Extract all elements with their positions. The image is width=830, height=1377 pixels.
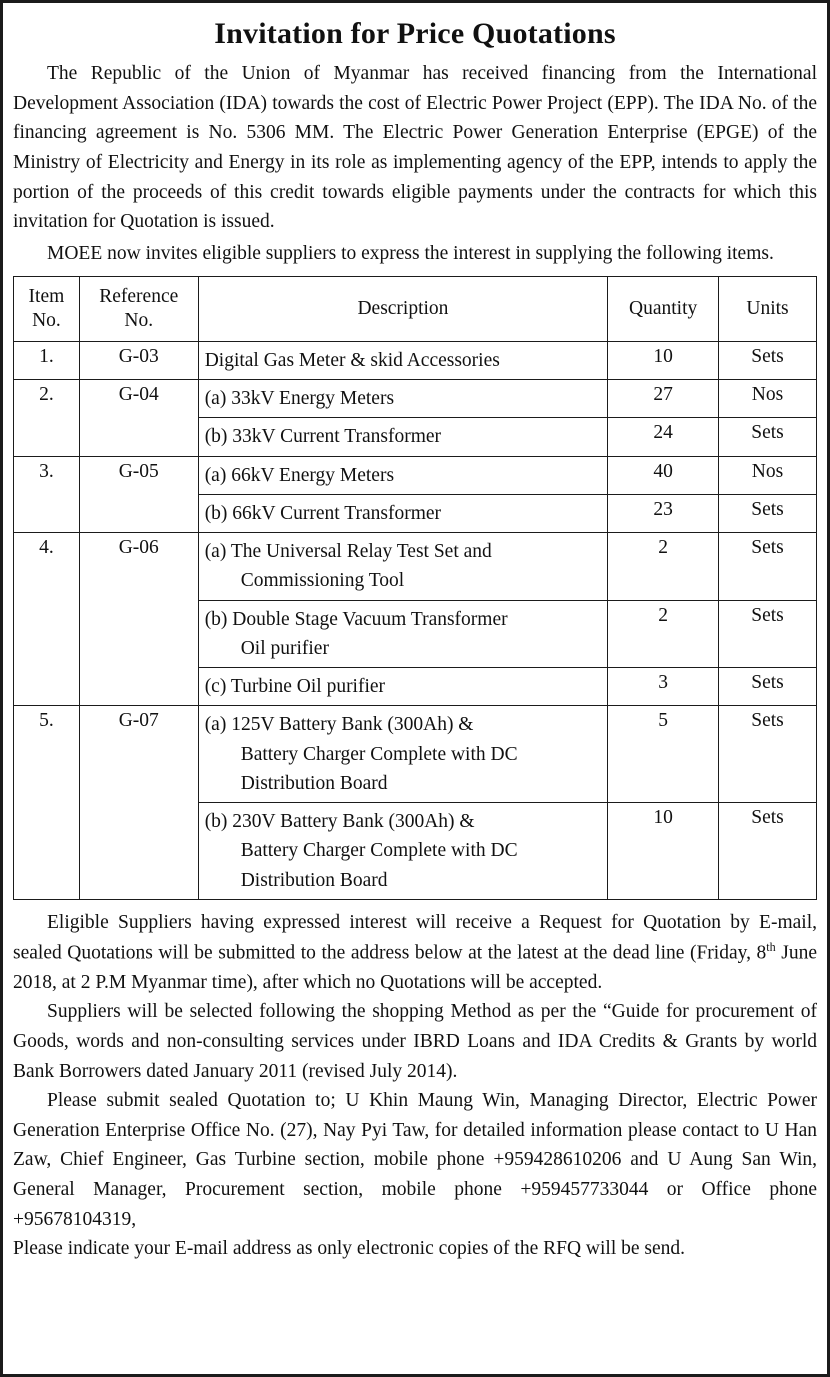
cell-quantity: 23: [608, 494, 719, 532]
cell-description: [198, 668, 608, 706]
cell-units: Sets: [719, 600, 817, 668]
column-header-item-no: [14, 277, 80, 342]
description-line-cont: Battery Charger Complete with DC: [240, 840, 518, 862]
cell-units: Sets: [719, 668, 817, 706]
cell-description: [198, 533, 608, 601]
page-title: Invitation for Price Quotations: [214, 17, 616, 50]
cell-reference-no: G-06: [79, 533, 198, 706]
cell-item-no: 1.: [14, 341, 80, 379]
items-table: [13, 276, 817, 900]
cell-units: Nos: [719, 456, 817, 494]
description-line: (b) 66kV Current Transformer: [204, 502, 442, 524]
ordinal-suffix: th: [766, 939, 776, 954]
table-row: [14, 706, 817, 803]
description-line: (a) 66kV Energy Meters: [204, 464, 395, 486]
cell-description: [198, 418, 608, 456]
closing-paragraph-2: Suppliers will be selected following the shopping Method as per the “Guide for procurement of Goods, words and non-consulting services under IBRD Loans and IDA Credits & Grants by world Bank Borrowers dated January 2011 (revised July 2014).: [13, 1001, 817, 1082]
cell-quantity: 10: [608, 341, 719, 379]
table-header-row: [14, 277, 817, 342]
cell-reference-no: G-03: [79, 341, 198, 379]
description-line: (c) Turbine Oil purifier: [204, 676, 386, 698]
description-line: (b) Double Stage Vacuum Transformer: [204, 608, 508, 630]
description-line: (a) 33kV Energy Meters: [204, 388, 395, 410]
cell-units: Nos: [719, 380, 817, 418]
cell-reference-no: G-07: [79, 706, 198, 900]
cell-description: [198, 456, 608, 494]
description-line-cont: Oil purifier: [240, 637, 329, 659]
reference-no-line1: Reference: [99, 286, 179, 308]
column-header-description: Description: [198, 277, 608, 342]
description-line: Digital Gas Meter & skid Accessories: [204, 349, 500, 371]
cell-reference-no: G-05: [79, 456, 198, 533]
cell-quantity: 5: [608, 706, 719, 803]
description-line: (a) 125V Battery Bank (300Ah) &: [204, 714, 474, 736]
cell-item-no: 2.: [14, 380, 80, 457]
cell-units: Sets: [719, 494, 817, 532]
cell-description: [198, 494, 608, 532]
cell-quantity: 2: [608, 600, 719, 668]
cell-description: [198, 803, 608, 900]
column-header-quantity: Quantity: [608, 277, 719, 342]
description-line-cont: Commissioning Tool: [240, 570, 405, 592]
table-row: [14, 533, 817, 601]
closing-p1-part1: Eligible Suppliers having expressed interest will receive a Request for Quotation by E-mail, sealed Quotations will be submitted to the address below at the latest at the dead line (Friday, 8: [13, 911, 817, 964]
cell-units: Sets: [719, 418, 817, 456]
cell-item-no: 5.: [14, 706, 80, 900]
closing-paragraph-3: Please submit sealed Quotation to; U Khin Maung Win, Managing Director, Electric Power Generation Enterprise Office No. (27), Nay Pyi Taw, for detailed information please contact to U Han Zaw, Chief Engineer, Gas Turbine section, mobile phone +959428610206 and U Aung San Win, General Manager, Procurement section, mobile phone +959457733044 or Office phone +95678104319,: [13, 1090, 817, 1230]
cell-quantity: 10: [608, 803, 719, 900]
intro-paragraph-1: The Republic of the Union of Myanmar has received financing from the International Development Association (IDA) towards the cost of Electric Power Project (EPP). The IDA No. of the financing agreement is No. 5306 MM. The Electric Power Generation Enterprise (EPGE) of the Ministry of Electricity and Energy in its role as implementing agency of the EPP, intends to apply the portion of the proceeds of this credit towards eligible payments under the contracts for which this invitation for Quotation is issued.: [13, 63, 817, 233]
item-no-line1: Item: [28, 286, 65, 308]
closing-p1-part2: June 2018, at 2 P.M Myanmar time), after which no Quotations will be accepted.: [13, 942, 818, 993]
closing-paragraph-1: [13, 908, 817, 997]
intro-paragraph-2: MOEE now invites eligible suppliers to express the interest in supplying the following items.: [47, 242, 774, 264]
description-line-cont2: Distribution Board: [240, 869, 388, 891]
reference-no-line2: No.: [124, 310, 154, 332]
cell-quantity: 24: [608, 418, 719, 456]
cell-quantity: 27: [608, 380, 719, 418]
cell-item-no: 3.: [14, 456, 80, 533]
description-line: (b) 230V Battery Bank (300Ah) &: [204, 811, 475, 833]
cell-quantity: 3: [608, 668, 719, 706]
cell-item-no: 4.: [14, 533, 80, 706]
description-line-cont: Battery Charger Complete with DC: [240, 743, 518, 765]
cell-description: [198, 706, 608, 803]
table-row: [14, 380, 817, 418]
table-row: [14, 456, 817, 494]
description-line: (b) 33kV Current Transformer: [204, 426, 442, 448]
table-row: [14, 341, 817, 379]
column-header-reference-no: [79, 277, 198, 342]
cell-units: Sets: [719, 341, 817, 379]
item-no-line2: No.: [32, 310, 61, 332]
closing-paragraph-4: Please indicate your E-mail address as only electronic copies of the RFQ will be send.: [13, 1238, 686, 1260]
closing-section: [13, 908, 817, 1264]
cell-units: Sets: [719, 803, 817, 900]
description-line: (a) The Universal Relay Test Set and: [204, 541, 492, 563]
cell-reference-no: G-04: [79, 380, 198, 457]
cell-description: [198, 341, 608, 379]
cell-quantity: 40: [608, 456, 719, 494]
cell-units: Sets: [719, 706, 817, 803]
description-line-cont2: Distribution Board: [240, 772, 388, 794]
cell-quantity: 2: [608, 533, 719, 601]
cell-description: [198, 380, 608, 418]
cell-description: [198, 600, 608, 668]
column-header-units: Units: [719, 277, 817, 342]
cell-units: Sets: [719, 533, 817, 601]
